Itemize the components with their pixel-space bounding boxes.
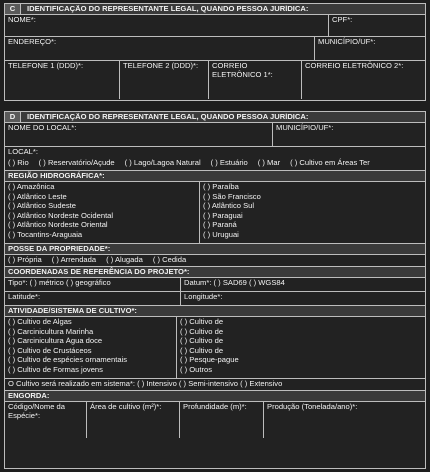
atividade-option-crustaceos[interactable]: ( ) Cultivo de Crustáceos xyxy=(8,346,92,355)
cpf-label: CPF*: xyxy=(332,15,353,24)
nome-local-label: NOME DO LOCAL*: xyxy=(8,123,77,132)
tipo-field[interactable] xyxy=(5,278,181,291)
atividade-option-cultivo-de-4[interactable]: ( ) Cultivo de xyxy=(180,346,224,355)
section-d-letter: D xyxy=(5,112,21,122)
regiao-right-col xyxy=(200,182,425,243)
codigo-label: Código/Nome da Espécie*: xyxy=(8,402,65,420)
profundidade-label: Profundidade (m)*: xyxy=(183,402,247,411)
row-lat-long xyxy=(5,292,425,306)
regiao-option-uruguai[interactable]: ( ) Uruguai xyxy=(203,230,239,239)
row-contatos xyxy=(5,61,425,99)
local-option-mar[interactable]: ( ) Mar xyxy=(257,157,281,167)
local-option-lago[interactable]: ( ) Lago/Lagoa Natural xyxy=(124,157,201,167)
local-option-reservatorio[interactable]: ( ) Reservatório/Açude xyxy=(38,157,115,167)
correio1-field[interactable] xyxy=(209,61,302,99)
row-nome-cpf xyxy=(5,15,425,37)
local-option-cultivo-areas[interactable]: ( ) Cultivo em Áreas Ter xyxy=(290,157,370,167)
regiao-option-nordeste-oriental[interactable]: ( ) Atlântico Nordeste Oriental xyxy=(8,221,108,229)
nome-field[interactable] xyxy=(5,15,329,36)
atividade-option-outros[interactable]: ( ) Outros xyxy=(180,365,213,374)
section-c-letter: C xyxy=(5,4,21,14)
atividade-option-ornamentais[interactable]: ( ) Cultivo de espécies ornamentais xyxy=(8,356,128,364)
section-d-header xyxy=(5,112,425,123)
row-nome-local xyxy=(5,123,425,147)
atividade-options xyxy=(5,317,425,379)
regiao-option-parana[interactable]: ( ) Paraná xyxy=(203,221,237,229)
regiao-option-atlantico-leste[interactable]: ( ) Atlântico Leste xyxy=(8,192,67,201)
atividade-option-cultivo-de-1[interactable]: ( ) Cultivo de xyxy=(180,318,224,326)
telefone1-field[interactable] xyxy=(5,61,120,99)
posse-option-propria[interactable]: ( ) Própria xyxy=(8,255,42,264)
atividade-option-cultivo-de-2[interactable]: ( ) Cultivo de xyxy=(180,327,224,336)
regiao-left-col xyxy=(5,182,200,243)
correio1-label: CORREIO ELETRÔNICO 1*: xyxy=(212,61,273,79)
local-option-estuario[interactable]: ( ) Estuário xyxy=(210,157,248,167)
local-label: LOCAL*: xyxy=(8,147,38,156)
row-endereco-municipio xyxy=(5,37,425,61)
atividade-left-col xyxy=(5,317,177,378)
regiao-option-nordeste-ocidental[interactable]: ( ) Atlântico Nordeste Ocidental xyxy=(8,211,114,220)
endereco-field[interactable] xyxy=(5,37,315,60)
row-tipo-datum xyxy=(5,278,425,292)
atividade-header: ATIVIDADE/SISTEMA DE CULTIVO*: xyxy=(5,306,425,317)
datum-label: Datum*: ( ) SAD69 ( ) WGS84 xyxy=(184,278,285,287)
tipo-label: Tipo*: ( ) métrico ( ) geográfico xyxy=(8,278,111,287)
section-c-header xyxy=(5,4,425,15)
codigo-field[interactable] xyxy=(5,402,87,438)
producao-label: Produção (Tonelada/ano)*: xyxy=(267,402,358,411)
regiao-option-amazonica[interactable]: ( ) Amazônica xyxy=(8,183,55,191)
posse-option-cedida[interactable]: ( ) Cedida xyxy=(152,255,187,264)
correio2-field[interactable] xyxy=(302,61,425,99)
longitude-label: Longitude*: xyxy=(184,292,223,301)
sistema-line[interactable]: O Cultivo será realizado em sistema*: ( ) Intensivo ( ) Semi-intensivo ( ) Extensivo xyxy=(5,379,425,391)
regiao-option-paraguai[interactable]: ( ) Paraguai xyxy=(203,211,243,220)
nome-local-field[interactable] xyxy=(5,123,273,146)
regiao-header: REGIÃO HIDROGRÁFICA*: xyxy=(5,171,425,182)
atividade-option-formas-jovens[interactable]: ( ) Cultivo de Formas jovens xyxy=(8,365,103,374)
atividade-option-carcinicultura-agua-doce[interactable]: ( ) Carcinicultura Água doce xyxy=(8,337,103,345)
municipio-d-label: MUNICÍPIO/UF*: xyxy=(276,123,334,132)
posse-option-alugada[interactable]: ( ) Alugada xyxy=(106,255,143,264)
telefone2-label: TELEFONE 2 (DDD)*: xyxy=(123,61,199,70)
regiao-option-paraiba[interactable]: ( ) Paraíba xyxy=(203,183,239,191)
datum-field[interactable] xyxy=(181,278,425,291)
area-field[interactable] xyxy=(87,402,180,438)
posse-header: POSSE DA PROPRIEDADE*: xyxy=(5,244,425,255)
regiao-option-atlantico-sul[interactable]: ( ) Atlântico Sul xyxy=(203,202,255,210)
longitude-field[interactable] xyxy=(181,292,425,305)
telefone2-field[interactable] xyxy=(120,61,209,99)
latitude-label: Latitude*: xyxy=(8,292,41,301)
municipio-label: MUNICÍPIO/UF*: xyxy=(318,37,376,46)
municipio-d-field[interactable] xyxy=(273,123,425,146)
local-block xyxy=(5,147,425,171)
atividade-option-carcinicultura-marinha[interactable]: ( ) Carcinicultura Marinha xyxy=(8,327,94,336)
municipio-field[interactable] xyxy=(315,37,425,60)
atividade-option-algas[interactable]: ( ) Cultivo de Algas xyxy=(8,318,72,326)
row-engorda xyxy=(5,402,425,438)
section-d-title: IDENTIFICAÇÃO DO REPRESENTANTE LEGAL, QUANDO PESSOA JURÍDICA: xyxy=(27,112,309,121)
section-c xyxy=(4,3,426,101)
nome-label: NOME*: xyxy=(8,15,36,24)
regiao-option-tocantins[interactable]: ( ) Tocantins-Araguaia xyxy=(8,230,83,239)
atividade-option-cultivo-de-3[interactable]: ( ) Cultivo de xyxy=(180,337,224,345)
section-d xyxy=(4,111,426,469)
regiao-option-sao-francisco[interactable]: ( ) São Francisco xyxy=(203,192,261,201)
regiao-option-atlantico-sudeste[interactable]: ( ) Atlântico Sudeste xyxy=(8,202,76,210)
posse-option-arrendada[interactable]: ( ) Arrendada xyxy=(51,255,97,264)
regiao-options xyxy=(5,182,425,244)
producao-field[interactable] xyxy=(264,402,425,438)
endereco-label: ENDEREÇO*: xyxy=(8,37,57,46)
telefone1-label: TELEFONE 1 (DDD)*: xyxy=(8,61,84,70)
local-option-rio[interactable]: ( ) Rio xyxy=(8,157,29,167)
profundidade-field[interactable] xyxy=(180,402,264,438)
section-c-title: IDENTIFICAÇÃO DO REPRESENTANTE LEGAL, QUANDO PESSOA JURÍDICA: xyxy=(27,4,309,13)
correio2-label: CORREIO ELETRÔNICO 2*: xyxy=(305,61,404,70)
posse-options xyxy=(5,255,425,267)
area-label: Área de cultivo (m²)*: xyxy=(90,402,162,411)
coordenadas-header: COORDENADAS DE REFERÊNCIA DO PROJETO*: xyxy=(5,267,425,278)
local-options xyxy=(5,158,425,169)
atividade-right-col xyxy=(177,317,425,378)
atividade-option-pesque-pague[interactable]: ( ) Pesque-pague xyxy=(180,356,239,364)
cpf-field[interactable] xyxy=(329,15,425,36)
latitude-field[interactable] xyxy=(5,292,181,305)
engorda-header: ENGORDA: xyxy=(5,391,425,402)
